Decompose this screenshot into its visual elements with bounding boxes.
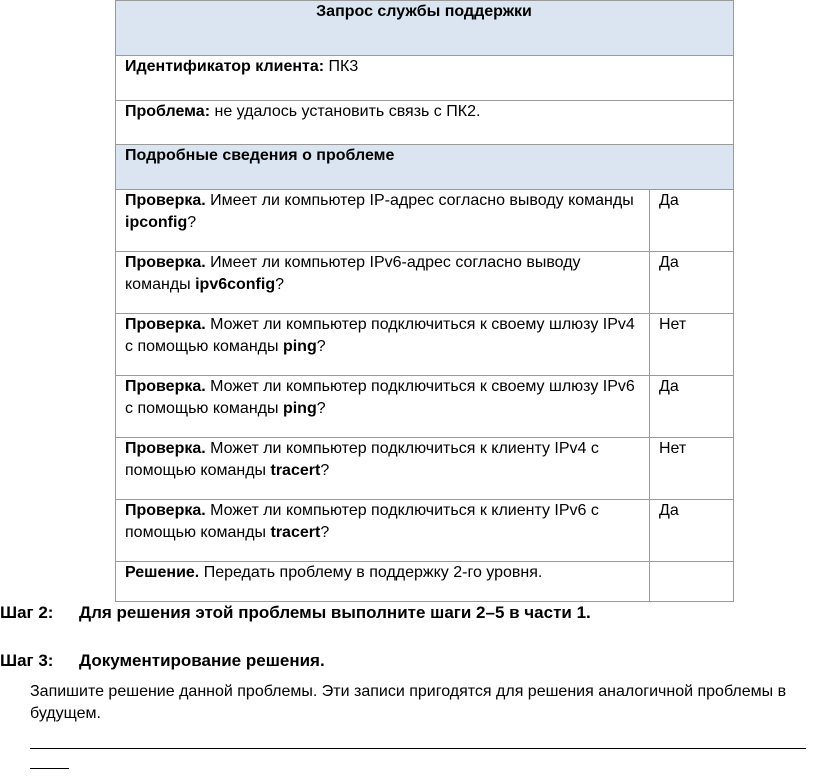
check-text: Имеет ли компьютер IPv6-адрес согласно выводу команды xyxy=(125,254,581,293)
check-question xyxy=(116,252,650,314)
check-answer: Да xyxy=(650,500,734,562)
step-number: Шаг 2: xyxy=(0,603,54,622)
check-text: Может ли компьютер подключиться к клиенту IPv6 с помощью команды xyxy=(125,502,599,541)
check-label: Проверка. xyxy=(125,440,206,457)
check-mark: ? xyxy=(320,524,330,541)
problem-cell xyxy=(116,101,734,145)
check-question xyxy=(116,376,650,438)
solution-cell xyxy=(116,562,650,602)
step-number: Шаг 3: xyxy=(0,651,54,670)
check-label: Проверка. xyxy=(125,502,206,519)
solution-value: Передать проблему в поддержку 2-го уровня. xyxy=(199,564,543,581)
check-answer: Нет xyxy=(650,314,734,376)
check-row xyxy=(116,438,734,500)
details-header: Подробные сведения о проблеме xyxy=(116,145,734,190)
check-text: Может ли компьютер подключиться к своему шлюзу IPv6 с помощью команды xyxy=(125,378,635,417)
ticket-title: Запрос службы поддержки xyxy=(116,1,734,56)
check-mark: ? xyxy=(316,400,326,417)
step-text: Для решения этой проблемы выполните шаги 2–5 в части 1. xyxy=(79,603,591,622)
support-ticket-table xyxy=(115,0,734,602)
check-command: ipconfig xyxy=(125,214,188,231)
check-row xyxy=(116,376,734,438)
check-mark: ? xyxy=(316,338,326,355)
answer-line xyxy=(30,748,806,749)
check-command: ping xyxy=(282,400,317,417)
check-question xyxy=(116,314,650,376)
problem-value: не удалось установить связь с ПК2. xyxy=(210,103,481,120)
instruction-text: Запишите решение данной проблемы. Эти записи пригодятся для решения аналогичной проблемы в будущем. xyxy=(30,683,787,722)
check-row xyxy=(116,252,734,314)
check-row xyxy=(116,500,734,562)
problem-label: Проблема: xyxy=(125,103,211,120)
check-answer: Нет xyxy=(650,438,734,500)
check-mark: ? xyxy=(187,214,197,231)
check-mark: ? xyxy=(320,462,330,479)
check-command: ping xyxy=(282,338,317,355)
client-id-label: Идентификатор клиента: xyxy=(125,58,325,75)
solution-row xyxy=(116,562,734,602)
check-command: tracert xyxy=(270,524,321,541)
check-label: Проверка. xyxy=(125,192,206,209)
check-mark: ? xyxy=(275,276,285,293)
check-answer: Да xyxy=(650,252,734,314)
check-text: Может ли компьютер подключиться к клиенту IPv4 с помощью команды xyxy=(125,440,599,479)
check-row xyxy=(116,314,734,376)
check-answer: Да xyxy=(650,376,734,438)
check-label: Проверка. xyxy=(125,316,206,333)
client-id-value: ПК3 xyxy=(324,58,359,75)
check-command: ipv6config xyxy=(195,276,276,293)
answer-line-continuation xyxy=(30,768,69,769)
client-id-cell xyxy=(116,56,734,101)
step-text: Документирование решения. xyxy=(79,651,325,670)
check-question xyxy=(116,190,650,252)
check-question xyxy=(116,500,650,562)
check-text: Может ли компьютер подключиться к своему шлюзу IPv4 с помощью команды xyxy=(125,316,635,355)
solution-answer xyxy=(650,562,734,602)
solution-label: Решение. xyxy=(125,564,200,581)
check-label: Проверка. xyxy=(125,378,206,395)
check-question xyxy=(116,438,650,500)
check-label: Проверка. xyxy=(125,254,206,271)
check-command: tracert xyxy=(270,462,321,479)
check-text: Имеет ли компьютер IP-адрес согласно выводу команды xyxy=(205,192,634,209)
check-answer: Да xyxy=(650,190,734,252)
check-row xyxy=(116,190,734,252)
